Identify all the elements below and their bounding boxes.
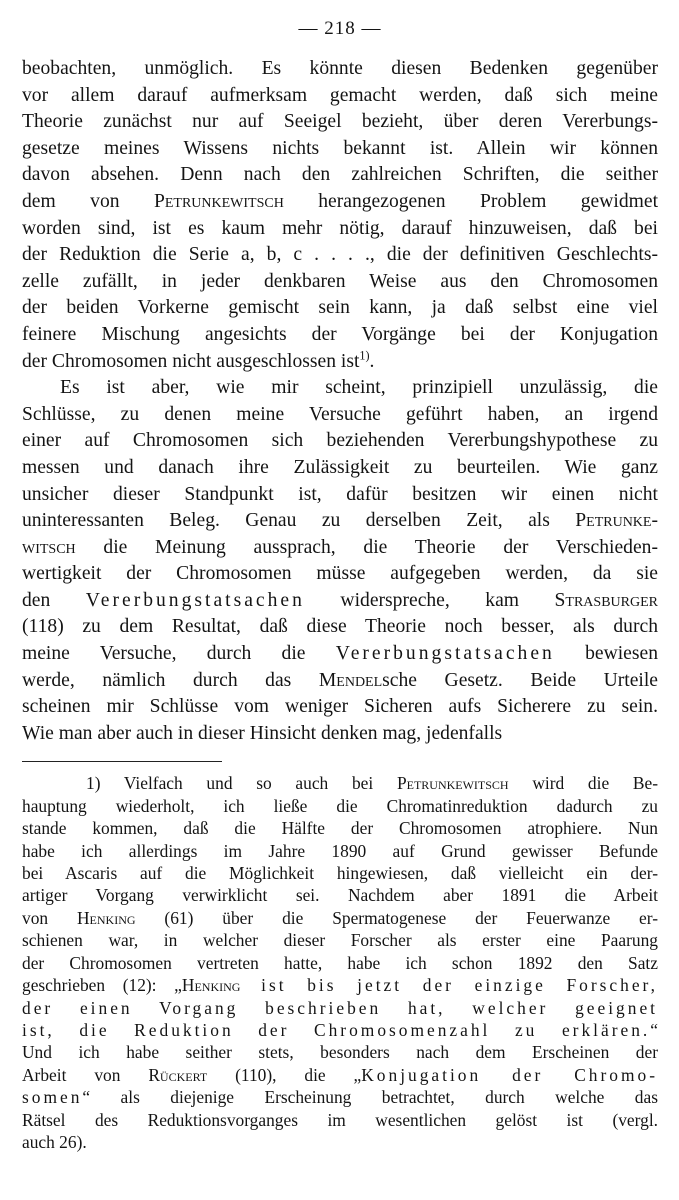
body-line: [22, 535, 658, 562]
text-segment: der Reduktion die Serie a, b, c . . . ., die der definitiven Geschlechts-: [22, 244, 658, 266]
body-line: [22, 721, 658, 748]
page-number: — 218 —: [298, 18, 382, 39]
body-line: [22, 402, 658, 429]
text-segment: messen und danach ihre Zulässigkeit zu beurteilen. Wie ganz: [22, 456, 658, 478]
book-page: [22, 14, 658, 1153]
body-line: [22, 508, 658, 535]
footnote-line: [22, 1019, 658, 1041]
text-segment: ist bis jetzt der einzige Forscher,: [240, 975, 658, 996]
author-name: Henking: [76, 907, 136, 928]
text-segment: wird die Be-: [508, 773, 658, 794]
text-segment: der einen Vorgang beschrieben hat, welcher geeignet: [22, 997, 658, 1018]
text-segment: scheinen mir Schlüsse vom weniger Sicheren aufs Sicherere zu sein.: [22, 696, 658, 718]
text-segment: stande kommen, daß die Hälfte der Chromosomen atrophiere. Nun: [22, 818, 658, 839]
body-line: [22, 588, 658, 615]
text-segment: vor allem darauf aufmerksam gemacht werden, daß sich meine: [22, 84, 658, 106]
text-segment: den: [22, 589, 86, 611]
body-line: [22, 83, 658, 110]
text-segment: von: [22, 907, 77, 928]
text-segment: “ als diejenige Erscheinung betrachtet, durch welche das: [82, 1087, 658, 1108]
footnote-marker: 1): [359, 348, 370, 362]
text-segment: (110), die „: [207, 1064, 362, 1085]
text-segment: 1) Vielfach und so auch bei: [86, 773, 397, 794]
body-line: [22, 216, 658, 243]
text-segment: gesetze meines Wissens nichts bekannt ist. Allein wir können: [22, 137, 658, 159]
text-segment: bewiesen: [554, 643, 658, 665]
text-segment: Und ich habe seither stets, besonders nach dem Erscheinen der: [22, 1042, 658, 1063]
main-text: [22, 56, 658, 747]
author-name: Henking: [181, 975, 241, 996]
footnote-line: [22, 1041, 658, 1063]
text-segment: schienen war, in welcher dieser Forscher als erster eine Paarung: [22, 930, 658, 951]
text-segment: (118) zu dem Resultat, daß diese Theorie noch besser, als durch: [22, 616, 658, 638]
text-segment: davon absehen. Denn nach den zahlreichen Schriften, die seither: [22, 164, 658, 186]
text-segment: wertigkeit der Chromosomen müsse aufgegeben werden, da sie: [22, 563, 658, 585]
footnote-line: [22, 884, 658, 906]
author-name: Rückert: [148, 1064, 208, 1085]
body-line: [22, 668, 658, 695]
text-segment: bei Ascaris auf die Möglichkeit hingewiesen, daß vielleicht ein der-: [22, 863, 658, 884]
text-segment: worden sind, ist es kaum mehr nötig, darauf hinzuweisen, daß bei: [22, 217, 658, 239]
body-line: [22, 56, 658, 83]
footnote-line: [22, 1109, 658, 1131]
text-segment: unsicher dieser Standpunkt ist, dafür besitzen wir einen nicht: [22, 483, 658, 505]
author-name: Mendel: [318, 669, 383, 691]
text-segment: sche Gesetz. Beide Urteile: [382, 669, 658, 691]
text-segment: Rätsel des Reduktionsvorganges im wesentlichen gelöst ist (vergl.: [22, 1109, 658, 1130]
text-segment: Es ist aber, wie mir scheint, prinzipiell unzulässig, die: [60, 377, 658, 399]
text-segment: meine Versuche, durch die: [22, 643, 336, 665]
footnote-line: [22, 907, 658, 929]
footnote-line: [22, 862, 658, 884]
text-segment: der Chromosomen nicht ausgeschlossen ist: [22, 350, 360, 372]
footnote-line: [22, 840, 658, 862]
author-name: Strasburger: [554, 589, 658, 611]
footnote-line: [22, 952, 658, 974]
footnote-divider: [22, 761, 222, 762]
footnote-line: [22, 817, 658, 839]
body-line: [22, 349, 658, 376]
text-segment: werde, nämlich durch das: [22, 669, 319, 691]
text-segment: die Meinung aussprach, die Theorie der Verschieden-: [75, 536, 658, 558]
text-segment: .: [369, 350, 375, 372]
footnote: [22, 772, 658, 1153]
footnote-line: [22, 772, 658, 794]
text-segment: der Chromosomen vertreten hatte, habe ich schon 1892 den Satz: [22, 952, 658, 973]
footnote-line: [22, 997, 658, 1019]
text-segment: Vererbungstatsachen: [85, 589, 305, 611]
text-segment: dem von: [22, 190, 154, 212]
footnote-line: [22, 795, 658, 817]
body-line: [22, 136, 658, 163]
body-line: [22, 641, 658, 668]
text-segment: der beiden Vorkerne gemischt sein kann, ja daß selbst eine viel: [22, 297, 658, 319]
text-segment: feinere Mischung angesichts der Vorgänge bei der Konjugation: [22, 323, 658, 345]
text-segment: Wie man aber auch in dieser Hinsicht denken mag, jedenfalls: [22, 722, 503, 744]
body-line: [22, 561, 658, 588]
text-segment: einer auf Chromosomen sich beziehenden Vererbungshypothese zu: [22, 430, 658, 452]
text-segment: habe ich allerdings im Jahre 1890 auf Grund gewisser Befunde: [22, 840, 658, 861]
body-line: [22, 109, 658, 136]
text-segment: “: [650, 1019, 658, 1040]
body-line: [22, 375, 658, 402]
body-line: [22, 428, 658, 455]
footnote-line: [22, 1064, 658, 1086]
text-segment: widerspreche, kam: [304, 589, 555, 611]
author-name: witsch: [22, 536, 76, 558]
text-segment: beobachten, unmöglich. Es könnte diesen Bedenken gegenüber: [22, 58, 658, 79]
footnote-line: [22, 974, 658, 996]
text-segment: herangezogenen Problem gewidmet: [283, 190, 658, 212]
body-line: [22, 269, 658, 296]
author-name: Petrunke-: [575, 510, 658, 532]
footnote-line: [22, 929, 658, 951]
footnote-line: [22, 1086, 658, 1108]
text-segment: zelle zufällt, in jeder denkbaren Weise aus den Chromosomen: [22, 270, 658, 292]
body-line: [22, 614, 658, 641]
text-segment: Vererbungstatsachen: [335, 643, 555, 665]
text-segment: Theorie zunächst nur auf Seeigel bezieht, über deren Vererbungs-: [22, 111, 658, 133]
text-segment: auch 26).: [22, 1131, 87, 1152]
text-segment: artiger Vorgang verwirklicht sei. Nachdem aber 1891 die Arbeit: [22, 885, 658, 906]
body-line: [22, 482, 658, 509]
body-line: [22, 242, 658, 269]
author-name: Petrunkewitsch: [396, 773, 509, 794]
text-segment: Schlüsse, zu denen meine Versuche geführt haben, an irgend: [22, 403, 658, 425]
text-segment: Konjugation der Chromo-: [361, 1064, 658, 1085]
body-line: [22, 295, 658, 322]
author-name: Petrunkewitsch: [153, 190, 284, 212]
text-segment: (61) über die Spermatogenese der Feuerwanze er-: [135, 907, 658, 928]
body-line: [22, 455, 658, 482]
text-segment: hauptung wiederholt, ich ließe die Chromatinreduktion dadurch zu: [22, 795, 658, 816]
text-segment: Arbeit von: [22, 1064, 149, 1085]
body-line: [22, 322, 658, 349]
body-line: [22, 694, 658, 721]
text-segment: uninteressanten Beleg. Genau zu derselben Zeit, als: [22, 510, 576, 532]
text-segment: ist, die Reduktion der Chromosomenzahl zu erklären.: [22, 1019, 651, 1040]
footnote-line: [22, 1131, 658, 1153]
body-line: [22, 189, 658, 216]
text-segment: somen: [22, 1087, 83, 1108]
body-line: [22, 162, 658, 189]
text-segment: geschrieben (12): „: [22, 975, 182, 996]
